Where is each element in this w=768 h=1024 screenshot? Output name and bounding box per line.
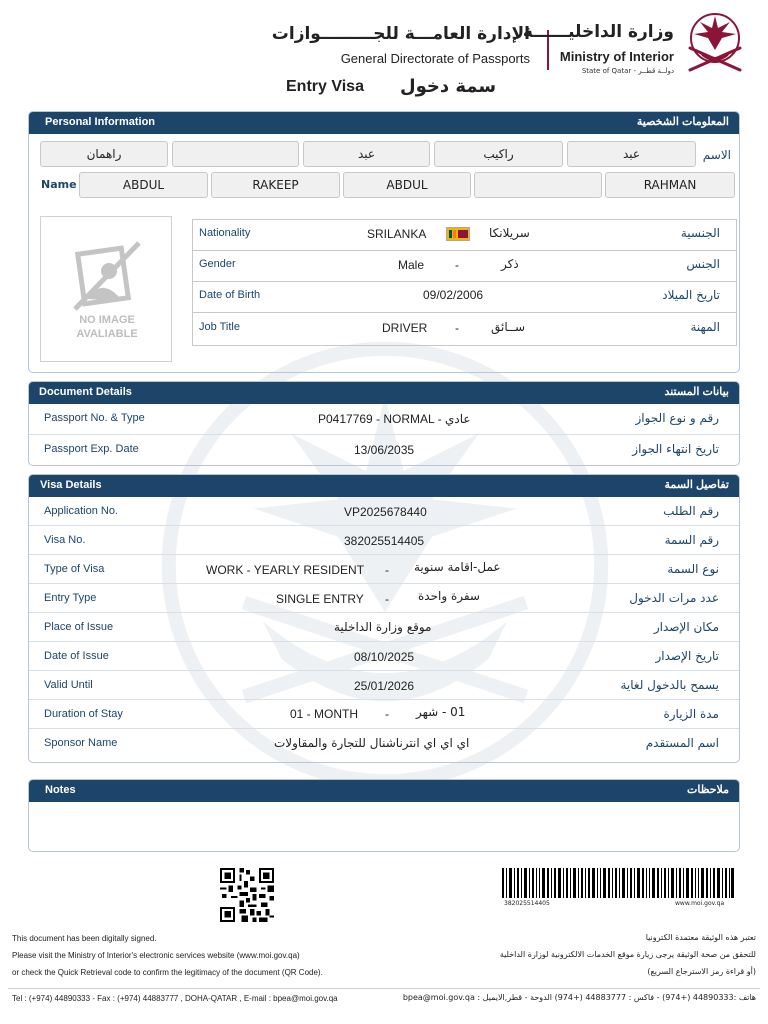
duration-of-stay-value-ar: 01 - شهر (416, 705, 466, 719)
footer-divider (8, 988, 760, 989)
place-of-issue-row (29, 613, 739, 642)
valid-until-label-ar: يسمح بالدخول لغاية (620, 678, 719, 692)
nationality-row (193, 220, 736, 251)
job-title-label-ar: المهنة (690, 320, 720, 334)
duration-of-stay-label: Duration of Stay (44, 708, 123, 720)
section-title-ar: ملاحظات (687, 784, 729, 796)
footer-contact-ar: هاتف :44890333 (+974) - فاكس : 44883777 (+974) الدوحة - قطر,الايميل : bpea@moi.gov.qa (402, 993, 756, 1002)
passport-number-row (29, 404, 739, 435)
section-title-ar: بيانات المستند (664, 386, 729, 398)
qatar-emblem-icon (680, 8, 750, 80)
application-number-label: Application No. (44, 505, 118, 517)
document-details-bar (29, 382, 739, 404)
date-of-issue-value: 08/10/2025 (354, 650, 415, 664)
duration-of-stay-row (29, 700, 739, 729)
date-of-birth-label: Date of Birth (199, 289, 261, 301)
passport-expiry-row (29, 435, 739, 465)
footer-note-ar-1: تعتبر هذه الوثيقة معتمدة الكترونيا (645, 933, 756, 942)
name-ar-5: راهمان (40, 141, 168, 167)
passport-expiry-label-ar: تاريخ انتهاء الجواز (632, 442, 719, 456)
valid-until-label: Valid Until (44, 679, 93, 691)
footer-note-ar-3: (أو قراءة رمز الاسترجاع السريع) (647, 967, 756, 976)
personal-details-table (192, 219, 737, 346)
barcode-icon (502, 868, 734, 898)
entry-type-row (29, 584, 739, 613)
barcode-website: www.moi.gov.qa (675, 900, 725, 907)
document-details-section (28, 381, 740, 466)
duration-of-stay-label-ar: مدة الزيارة (663, 707, 719, 721)
date-of-issue-label-ar: تاريخ الإصدار (655, 649, 719, 663)
place-of-issue-value-ar: موقع وزارة الداخلية (334, 620, 432, 634)
document-title-en: Entry Visa (286, 78, 364, 95)
place-of-issue-label: Place of Issue (44, 621, 114, 633)
footer-note-en-1: This document has been digitally signed. (12, 934, 157, 943)
gdp-title-en: General Directorate of Passports (340, 51, 530, 66)
no-image-text-1: NO IMAGE (79, 314, 135, 326)
gender-value-ar: ذكر (501, 257, 519, 271)
entry-type-label-ar: عدد مرات الدخول (629, 591, 719, 605)
entry-type-separator: - (385, 592, 389, 606)
application-number-label-ar: رقم الطلب (663, 504, 719, 518)
passport-expiry-value: 13/06/2035 (354, 443, 415, 457)
application-number-value: VP2025678440 (344, 505, 427, 519)
visa-type-value-ar: عمل-اقامة سنوية (414, 560, 501, 574)
footer-note-en-2: Please visit the Ministry of Interior's electronic services website (www.moi.gov.qa) (12, 951, 300, 960)
notes-bar (29, 780, 739, 802)
moi-title-en: Ministry of Interior (559, 49, 674, 64)
gender-row (193, 251, 736, 282)
entry-type-label: Entry Type (44, 592, 97, 604)
valid-until-row (29, 671, 739, 700)
sri-lanka-flag-icon (446, 227, 470, 241)
name-ar-3: عبد (303, 141, 430, 167)
photo-placeholder (40, 216, 172, 362)
section-title-en: Document Details (39, 386, 132, 398)
visa-details-bar (29, 475, 739, 497)
passport-number-value: P0417769 - NORMAL - عادي (318, 412, 471, 426)
visa-details-section (28, 474, 740, 763)
section-title-ar: تفاصيل السمة (664, 479, 729, 491)
gender-label-ar: الجنس (686, 257, 720, 271)
job-title-label: Job Title (199, 321, 240, 333)
visa-number-row (29, 526, 739, 555)
application-number-row (29, 497, 739, 526)
passport-number-label-ar: رقم و نوع الجواز (635, 411, 719, 425)
nationality-label-ar: الجنسية (680, 226, 720, 240)
passport-number-label: Passport No. & Type (44, 412, 145, 424)
duration-of-stay-value: 01 - MONTH (290, 707, 359, 721)
job-title-separator: - (455, 321, 459, 335)
visa-type-row (29, 555, 739, 584)
document-header (0, 8, 768, 78)
sponsor-name-value-ar: اي اي اي انترناشنال للتجارة والمقاولات (274, 736, 470, 750)
sponsor-name-label-ar: اسم المستقدم (645, 736, 719, 750)
qr-code-icon (220, 868, 274, 922)
section-title-en: Visa Details (40, 479, 102, 491)
visa-number-value: 382025514405 (344, 534, 425, 548)
section-title-en: Personal Information (45, 116, 156, 128)
nationality-label: Nationality (199, 227, 251, 239)
personal-information-bar (29, 112, 739, 134)
section-title-ar: المعلومات الشخصية (636, 116, 729, 128)
document-title-ar: سمة دخول (400, 76, 497, 97)
duration-of-stay-separator: - (385, 707, 389, 721)
name-ar-4 (172, 141, 299, 167)
nationality-value-ar: سريلانكا (489, 226, 530, 240)
gender-value: Male (398, 258, 425, 272)
name-en-1: ABDUL (79, 172, 208, 198)
date-of-birth-value: 09/02/2006 (423, 288, 484, 302)
footer-note-ar-2: للتحقق من صحة الوثيقة يرجى زيارة موقع الخدمات الالكترونية لوزارة الداخلية (499, 950, 756, 959)
name-en-4 (474, 172, 602, 198)
notes-section (28, 779, 740, 852)
visa-type-label-ar: نوع السمة (667, 562, 719, 576)
barcode-number: 382025514405 (504, 900, 550, 907)
sponsor-name-row (29, 729, 739, 758)
entry-type-value: SINGLE ENTRY (276, 592, 364, 606)
visa-number-label-ar: رقم السمة (664, 533, 719, 547)
date-of-birth-label-ar: تاريخ الميلاد (662, 288, 720, 302)
name-ar-2: راكيب (434, 141, 563, 167)
gender-separator: - (455, 258, 459, 272)
name-en-3: ABDUL (343, 172, 471, 198)
name-en-5: RAHMAN (605, 172, 735, 198)
job-title-value-ar: ســائق (491, 320, 526, 334)
footer-note-en-3: or check the Quick Retrieval code to confirm the legitimacy of the document (QR Code). (12, 968, 323, 977)
date-of-birth-row (193, 282, 736, 313)
job-title-row (193, 313, 736, 345)
entry-type-value-ar: سفرة واحدة (418, 589, 480, 603)
state-of-qatar-label: State of Qatar - دولــة قطــر (581, 67, 674, 75)
name-en-2: RAKEEP (211, 172, 340, 198)
date-of-issue-row (29, 642, 739, 671)
visa-type-value: WORK - YEARLY RESIDENT (206, 563, 365, 577)
section-title-en: Notes (45, 784, 76, 796)
nationality-value: SRILANKA (367, 227, 427, 241)
date-of-issue-label: Date of Issue (44, 650, 109, 662)
gender-label: Gender (199, 258, 236, 270)
job-title-value: DRIVER (382, 321, 428, 335)
personal-information-section (28, 111, 740, 373)
place-of-issue-label-ar: مكان الإصدار (653, 620, 719, 634)
visa-type-label: Type of Visa (44, 563, 105, 575)
visa-type-separator: - (385, 563, 389, 577)
name-label-en: Name (41, 178, 77, 191)
no-image-icon (67, 235, 147, 315)
moi-title-ar: وزارة الداخليــــــة (522, 22, 674, 42)
visa-number-label: Visa No. (44, 534, 86, 546)
passport-expiry-label: Passport Exp. Date (44, 443, 139, 455)
sponsor-name-label: Sponsor Name (44, 737, 118, 749)
footer-contact-en: Tel : (+974) 44890333 - Fax : (+974) 44883777 , DOHA-QATAR , E-mail : bpea@moi.gov.qa (12, 994, 338, 1003)
name-ar-1: عبد (567, 141, 696, 167)
valid-until-value: 25/01/2026 (354, 679, 415, 693)
name-label-ar: الاسم (702, 148, 731, 162)
gdp-title-ar: الإدارة العامـــة للجـــــــــوازات (271, 24, 530, 44)
no-image-text-2: AVALIABLE (76, 328, 138, 340)
